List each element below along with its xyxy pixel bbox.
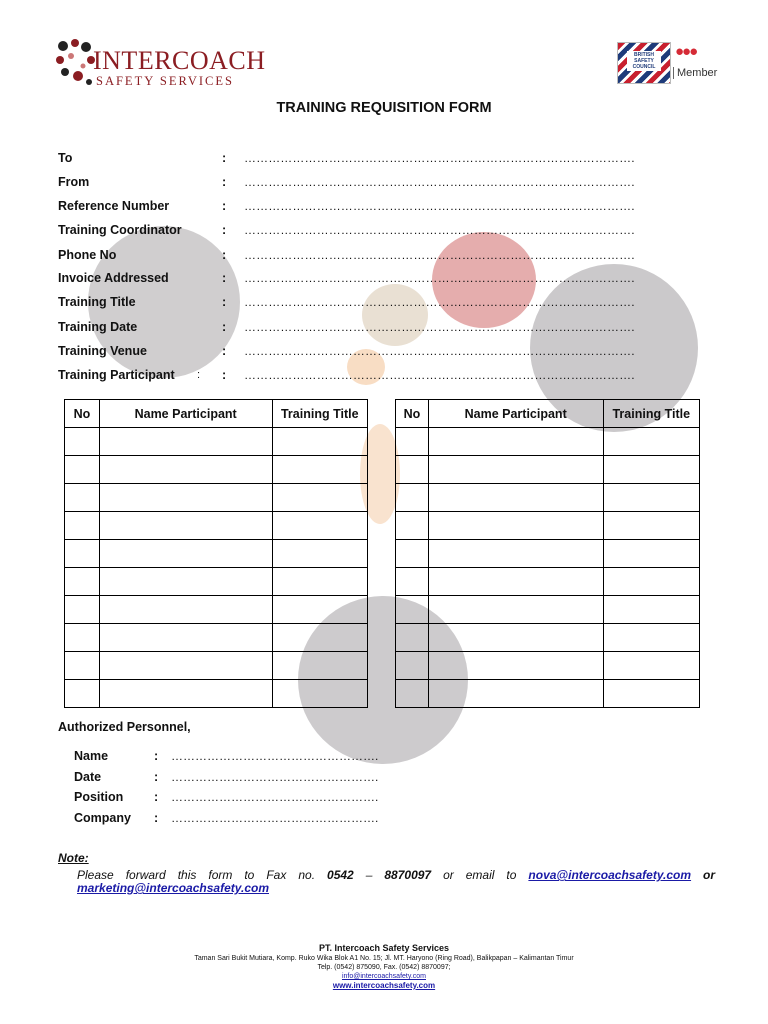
cell-training-title[interactable] [272, 596, 367, 624]
cell-training-title[interactable] [603, 596, 699, 624]
cell-no[interactable] [396, 680, 429, 708]
field-fill-line[interactable]: ……………………………………………………………………………………. [244, 248, 635, 262]
participant-table-right [395, 399, 700, 708]
col-no: No [396, 400, 429, 428]
bsc-logo-text: BRITISH SAFETY COUNCIL [627, 51, 661, 71]
cell-no[interactable] [396, 540, 429, 568]
footer-company: PT. Intercoach Safety Services [318, 943, 450, 953]
table-row [65, 512, 368, 540]
field-fill-line[interactable]: ……………………………………………………………………………………. [244, 151, 635, 165]
field-colon: : [222, 320, 227, 334]
field-fill-line[interactable]: ……………………………………………………………………………………. [244, 199, 635, 213]
cell-training-title[interactable] [603, 428, 699, 456]
col-training-title: Training Title [272, 400, 367, 428]
authorized-personnel-heading: Authorized Personnel, [58, 720, 191, 734]
col-name-participant: Name Participant [428, 400, 603, 428]
cell-no[interactable] [396, 568, 429, 596]
logo-sub-text: SAFETY SERVICES [96, 74, 234, 88]
authorized-label: Name [74, 749, 109, 763]
bsc-member-badge [617, 40, 717, 84]
cell-name-participant[interactable] [99, 512, 272, 540]
note-word: Please [77, 868, 114, 882]
footer [0, 943, 768, 991]
cell-no[interactable] [65, 624, 100, 652]
cell-training-title[interactable] [272, 652, 367, 680]
cell-name-participant[interactable] [428, 652, 603, 680]
field-fill-line[interactable]: ……………………………………………………………………………………. [244, 175, 635, 189]
field-label: Training Title [58, 295, 136, 309]
cell-name-participant[interactable] [99, 456, 272, 484]
cell-name-participant[interactable] [428, 512, 603, 540]
cell-training-title[interactable] [272, 456, 367, 484]
cell-training-title[interactable] [603, 680, 699, 708]
field-colon: : [222, 175, 227, 189]
footer-email-link[interactable]: info@intercoachsafety.com [341, 973, 426, 980]
table-row [65, 456, 368, 484]
note-word: forward [125, 868, 166, 882]
authorized-fill-line[interactable]: ……………………………………………. [171, 790, 379, 804]
bsc-member-label: Member [673, 67, 717, 79]
authorized-label: Company [74, 811, 131, 825]
cell-name-participant[interactable] [428, 428, 603, 456]
table-row [396, 652, 700, 680]
col-name-participant: Name Participant [99, 400, 272, 428]
note-label: Note: [58, 851, 89, 865]
cell-no[interactable] [396, 456, 429, 484]
field-extra-colon: : [197, 369, 201, 381]
cell-name-participant[interactable] [99, 484, 272, 512]
table-row [65, 484, 368, 512]
field-colon: : [222, 271, 227, 285]
authorized-fill-line[interactable]: ……………………………………………. [171, 770, 379, 784]
field-label: Invoice Addressed [58, 271, 169, 285]
cell-name-participant[interactable] [99, 680, 272, 708]
table-row [396, 456, 700, 484]
cell-training-title[interactable] [603, 512, 699, 540]
field-label: Training Venue [58, 344, 147, 358]
cell-training-title[interactable] [272, 624, 367, 652]
cell-no[interactable] [65, 652, 100, 680]
cell-training-title[interactable] [603, 624, 699, 652]
cell-name-participant[interactable] [99, 596, 272, 624]
table-row [396, 540, 700, 568]
field-colon: : [222, 248, 227, 262]
authorized-colon: : [154, 811, 159, 825]
bsc-member-block [673, 42, 717, 82]
field-label: Training Date [58, 320, 138, 334]
cell-training-title[interactable] [272, 540, 367, 568]
note-word: no. [298, 868, 316, 882]
email-link-nova[interactable]: nova@intercoachsafety.com [528, 868, 692, 882]
table-row [396, 624, 700, 652]
table-row [65, 540, 368, 568]
col-training-title: Training Title [603, 400, 699, 428]
cell-no[interactable] [65, 512, 100, 540]
cell-no[interactable] [396, 652, 429, 680]
note-word: or [443, 868, 454, 882]
cell-no[interactable] [65, 456, 100, 484]
cell-name-participant[interactable] [99, 624, 272, 652]
table-row [396, 680, 700, 708]
cell-name-participant[interactable] [428, 568, 603, 596]
logo-main-text: INTERCOACH [93, 46, 266, 75]
cell-no[interactable] [396, 428, 429, 456]
cell-no[interactable] [65, 568, 100, 596]
col-no: No [65, 400, 100, 428]
cell-training-title[interactable] [603, 456, 699, 484]
fax-number-part-2: 8870097 [384, 868, 432, 882]
note-word: to [244, 868, 255, 882]
field-colon: : [222, 295, 227, 309]
table-row [396, 512, 700, 540]
cell-no[interactable] [65, 540, 100, 568]
field-label: Phone No [58, 248, 117, 262]
cell-no[interactable] [65, 428, 100, 456]
cell-no[interactable] [396, 624, 429, 652]
intercoach-logo [55, 38, 266, 90]
cell-name-participant[interactable] [99, 428, 272, 456]
table-row [65, 652, 368, 680]
table-row [65, 680, 368, 708]
cell-training-title[interactable] [272, 512, 367, 540]
cell-name-participant[interactable] [428, 456, 603, 484]
note-word: or [703, 868, 716, 882]
field-colon: : [222, 344, 227, 358]
authorized-fill-line[interactable]: ……………………………………………. [171, 811, 379, 825]
bsc-flag-logo [617, 42, 671, 84]
note-word: to [506, 868, 517, 882]
authorized-label: Position [74, 790, 124, 804]
cell-name-participant[interactable] [99, 568, 272, 596]
field-colon: : [222, 151, 227, 165]
cell-name-participant[interactable] [428, 596, 603, 624]
cell-training-title[interactable] [603, 484, 699, 512]
decor-circle-beige [362, 284, 428, 346]
cell-training-title[interactable] [603, 652, 699, 680]
authorized-colon: : [154, 749, 159, 763]
authorized-colon: : [154, 770, 159, 784]
cell-no[interactable] [396, 512, 429, 540]
authorized-label: Date [74, 770, 102, 784]
note-text-line-2 [77, 882, 269, 895]
cell-name-participant[interactable] [428, 680, 603, 708]
note-word: Fax [266, 868, 287, 882]
cell-name-participant[interactable] [428, 624, 603, 652]
table-row [396, 596, 700, 624]
cell-name-participant[interactable] [99, 540, 272, 568]
cell-training-title[interactable] [272, 428, 367, 456]
cell-no[interactable] [65, 680, 100, 708]
table-row [65, 428, 368, 456]
field-label: Training Coordinator [58, 223, 182, 237]
field-label: Training Participant [58, 368, 175, 382]
participant-table-left [64, 399, 368, 708]
field-fill-line[interactable]: ……………………………………………………………………………………. [244, 320, 635, 334]
field-label: To [58, 151, 73, 165]
table-row [396, 568, 700, 596]
footer-website-link[interactable]: www.intercoachsafety.com [332, 981, 436, 990]
table-row [396, 428, 700, 456]
cell-training-title[interactable] [272, 568, 367, 596]
cell-name-participant[interactable] [99, 652, 272, 680]
email-link-marketing[interactable]: marketing@intercoachsafety.com [77, 881, 269, 895]
field-label: Reference Number [58, 199, 170, 213]
footer-address: Taman Sari Bukit Mutiara, Komp. Ruko Wika Blok A1 No. 15; Jl. MT. Haryono (Ring Road), Balikpapan – Kalimantan Timur [194, 955, 574, 962]
table-row [396, 484, 700, 512]
field-fill-line[interactable]: ……………………………………………………………………………………. [244, 271, 635, 285]
cell-name-participant[interactable] [428, 484, 603, 512]
table-row [65, 568, 368, 596]
fax-number-part-1: 0542 [327, 868, 354, 882]
cell-name-participant[interactable] [428, 540, 603, 568]
cell-training-title[interactable] [603, 568, 699, 596]
field-fill-line[interactable]: ……………………………………………………………………………………. [244, 368, 635, 382]
field-fill-line[interactable]: ……………………………………………………………………………………. [244, 295, 635, 309]
form-title: TRAINING REQUISITION FORM [276, 100, 492, 116]
field-label: From [58, 175, 90, 189]
field-fill-line[interactable]: ……………………………………………………………………………………. [244, 223, 635, 237]
field-colon: : [222, 368, 227, 382]
note-word: form [208, 868, 233, 882]
field-fill-line[interactable]: ……………………………………………………………………………………. [244, 344, 635, 358]
people-icon: ●●● [675, 43, 697, 60]
cell-training-title[interactable] [272, 680, 367, 708]
field-colon: : [222, 199, 227, 213]
note-dash: – [365, 868, 373, 882]
authorized-fill-line[interactable]: ……………………………………………. [171, 749, 379, 763]
footer-phone: Telp. (0542) 875090, Fax. (0542) 8870097; [317, 964, 451, 971]
cell-no[interactable] [65, 484, 100, 512]
cell-training-title[interactable] [603, 540, 699, 568]
table-row [65, 624, 368, 652]
cell-no[interactable] [396, 596, 429, 624]
note-word: this [177, 868, 197, 882]
table-row [65, 596, 368, 624]
field-colon: : [222, 223, 227, 237]
cell-training-title[interactable] [272, 484, 367, 512]
authorized-colon: : [154, 790, 159, 804]
note-word: email [465, 868, 495, 882]
cell-no[interactable] [396, 484, 429, 512]
cell-no[interactable] [65, 596, 100, 624]
